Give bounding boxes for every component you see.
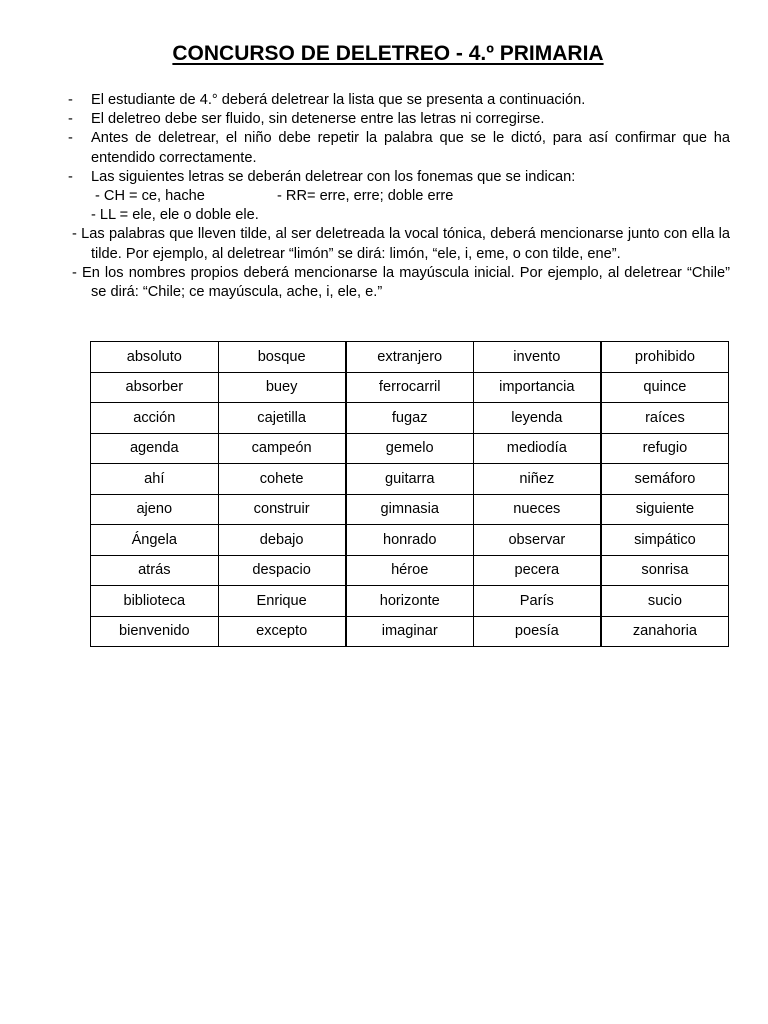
word-cell: despacio bbox=[218, 555, 346, 586]
word-cell: imaginar bbox=[346, 616, 474, 647]
word-cell: guitarra bbox=[346, 464, 474, 495]
word-table-body bbox=[91, 342, 729, 647]
word-cell: niñez bbox=[473, 464, 601, 495]
word-cell: raíces bbox=[601, 403, 729, 434]
word-cell: semáforo bbox=[601, 464, 729, 495]
word-cell: invento bbox=[473, 342, 601, 373]
word-cell: acción bbox=[91, 403, 219, 434]
table-row bbox=[91, 433, 729, 464]
word-cell: debajo bbox=[218, 525, 346, 556]
word-cell: bienvenido bbox=[91, 616, 219, 647]
table-row bbox=[91, 403, 729, 434]
word-cell: gimnasia bbox=[346, 494, 474, 525]
word-cell: buey bbox=[218, 372, 346, 403]
table-row bbox=[91, 525, 729, 556]
phoneme-line bbox=[68, 187, 730, 206]
word-cell: quince bbox=[601, 372, 729, 403]
rule-item: - El estudiante de 4.° deberá deletrear la lista que se presenta a continuación. bbox=[68, 92, 586, 108]
rule-item: - En los nombres propios deberá mencionarse la mayúscula inicial. Por ejemplo, al deletrear “Chile” se dirá: “Chile; ce mayúscula, ache, i, ele, e.” bbox=[72, 264, 730, 301]
rule-text: El estudiante de 4.° deberá deletrear la lista que se presenta a continuación. bbox=[91, 92, 586, 108]
word-cell: zanahoria bbox=[601, 616, 729, 647]
word-cell: construir bbox=[218, 494, 346, 525]
word-cell: mediodía bbox=[473, 433, 601, 464]
rules-list bbox=[68, 91, 730, 302]
word-cell: bosque bbox=[218, 342, 346, 373]
word-cell: campeón bbox=[218, 433, 346, 464]
word-cell: fugaz bbox=[346, 403, 474, 434]
word-cell: nueces bbox=[473, 494, 601, 525]
word-cell: ajeno bbox=[91, 494, 219, 525]
word-cell: leyenda bbox=[473, 403, 601, 434]
word-cell: gemelo bbox=[346, 433, 474, 464]
rule-item: - Las siguientes letras se deberán deletrear con los fonemas que se indican: bbox=[68, 168, 576, 185]
rule-item: - Antes de deletrear, el niño debe repetir la palabra que se le dictó, para así confirmar que ha entendido correctamente. bbox=[68, 130, 730, 166]
word-cell: honrado bbox=[346, 525, 474, 556]
word-table bbox=[90, 341, 729, 647]
table-row bbox=[91, 586, 729, 617]
rule-item: - El deletreo debe ser fluido, sin detenerse entre las letras ni corregirse. bbox=[68, 111, 545, 128]
phoneme-ch: - CH = ce, hache bbox=[95, 188, 205, 205]
word-cell: pecera bbox=[473, 555, 601, 586]
word-cell: prohibido bbox=[601, 342, 729, 373]
rule-text: El deletreo debe ser fluido, sin detenerse entre las letras ni corregirse. bbox=[91, 111, 545, 128]
word-cell: Ángela bbox=[91, 525, 219, 556]
word-cell: absorber bbox=[91, 372, 219, 403]
table-row bbox=[91, 616, 729, 647]
word-cell: sucio bbox=[601, 586, 729, 617]
word-cell: poesía bbox=[473, 616, 601, 647]
word-cell: Enrique bbox=[218, 586, 346, 617]
word-cell: horizonte bbox=[346, 586, 474, 617]
table-row bbox=[91, 372, 729, 403]
phoneme-ll: - LL = ele, ele o doble ele. bbox=[91, 207, 259, 224]
word-cell: absoluto bbox=[91, 342, 219, 373]
table-row bbox=[91, 464, 729, 495]
table-row bbox=[91, 494, 729, 525]
word-cell: extranjero bbox=[346, 342, 474, 373]
word-cell: observar bbox=[473, 525, 601, 556]
phoneme-line bbox=[68, 206, 730, 225]
word-cell: importancia bbox=[473, 372, 601, 403]
word-cell: héroe bbox=[346, 555, 474, 586]
table-row bbox=[91, 555, 729, 586]
word-cell: sonrisa bbox=[601, 555, 729, 586]
rule-item: - Las palabras que lleven tilde, al ser deletreada la vocal tónica, deberá mencionarse junto con ella la tilde. Por ejemplo, al deletrear “limón” se dirá: limón, “ele, i, eme, o con tilde, ene”. bbox=[72, 226, 730, 262]
word-cell: biblioteca bbox=[91, 586, 219, 617]
word-cell: siguiente bbox=[601, 494, 729, 525]
word-cell: refugio bbox=[601, 433, 729, 464]
word-cell: atrás bbox=[91, 555, 219, 586]
table-row bbox=[91, 342, 729, 373]
word-cell: cohete bbox=[218, 464, 346, 495]
word-cell: ahí bbox=[91, 464, 219, 495]
word-cell: excepto bbox=[218, 616, 346, 647]
page-title: CONCURSO DE DELETREO - 4.º PRIMARIA bbox=[172, 42, 604, 65]
rule-text: Antes de deletrear, el niño debe repetir la palabra que se le dictó, para así confirmar que ha entendido correctamente. bbox=[91, 130, 730, 166]
word-cell: simpático bbox=[601, 525, 729, 556]
phoneme-rr: - RR= erre, erre; doble erre bbox=[277, 188, 454, 205]
word-cell: ferrocarril bbox=[346, 372, 474, 403]
word-cell: cajetilla bbox=[218, 403, 346, 434]
rule-text: Las siguientes letras se deberán deletrear con los fonemas que se indican: bbox=[91, 168, 576, 185]
word-cell: París bbox=[473, 586, 601, 617]
word-cell: agenda bbox=[91, 433, 219, 464]
